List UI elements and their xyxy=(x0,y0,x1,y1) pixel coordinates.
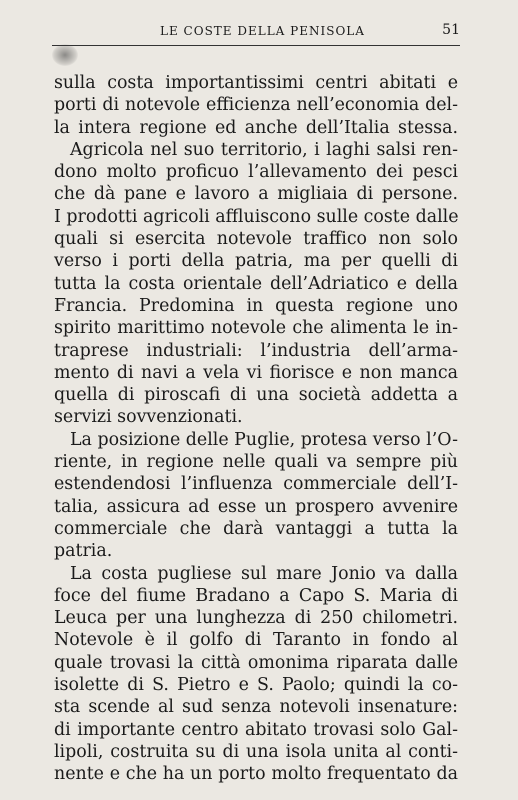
text-line: tutta la costa orientale dell’Adriatico e della xyxy=(54,273,458,294)
body-text xyxy=(54,72,458,786)
text-line: La posizione delle Puglie, protesa verso l’O- xyxy=(70,429,458,450)
text-line: commerciale che darà vantaggi a tutta la xyxy=(54,518,458,539)
text-line: Notevole è il golfo di Taranto in fondo al xyxy=(54,630,458,651)
text-line: Agricola nel suo territorio, i laghi salsi ren- xyxy=(70,139,458,160)
page-number: 51 xyxy=(442,22,460,38)
text-line: riente, in regione nelle quali va sempre più xyxy=(54,452,458,473)
text-line: Francia. Predomina in questa regione uno xyxy=(54,295,458,316)
text-line: La costa pugliese sul mare Jonio va dalla xyxy=(70,563,458,584)
text-line: porti di notevole efficienza nell’economia del- xyxy=(54,95,458,116)
text-line: quale trovasi la città omonima riparata dalle xyxy=(54,652,458,673)
text-line: verso i porti della patria, ma per quelli di xyxy=(54,251,458,272)
running-title: LE COSTE DELLA PENISOLA xyxy=(160,24,365,38)
text-line: la intera regione ed anche dell’Italia stessa. xyxy=(54,117,458,138)
text-line: sulla costa importantissimi centri abitati e xyxy=(54,73,458,93)
text-line: quali si esercita notevole traffico non solo xyxy=(54,229,458,250)
text-line: patria. xyxy=(54,541,113,562)
text-line: isolette di S. Pietro e S. Paolo; quindi la co- xyxy=(54,675,458,696)
text-line: lipoli, costruita su di una isola unita al conti- xyxy=(54,741,458,762)
text-line: servizi sovvenzionati. xyxy=(54,407,243,428)
text-line: sta scende al sud senza notevoli insenature: xyxy=(54,697,458,718)
page-header xyxy=(52,22,460,44)
header-rule xyxy=(52,45,460,46)
text-line: dono molto proficuo l’allevamento dei pesci xyxy=(54,162,458,183)
text-line: talia, assicura ad esse un prospero avvenire xyxy=(54,496,458,517)
ink-blot xyxy=(52,44,78,66)
text-line: di importante centro abitato trovasi solo Gal- xyxy=(54,719,458,740)
text-line: che dà pane e lavoro a migliaia di persone. xyxy=(54,184,458,205)
text-line: I prodotti agricoli affluiscono sulle coste dalle xyxy=(54,206,459,227)
text-line: spirito marittimo notevole che alimenta le in- xyxy=(54,318,458,339)
text-line: Leuca per una lunghezza di 250 chilometri. xyxy=(54,608,458,629)
text-line: foce del fiume Bradano a Capo S. Maria di xyxy=(54,585,458,606)
text-line: nente e che ha un porto molto frequentato da xyxy=(54,764,458,785)
text-line: quella di piroscafi di una società addetta a xyxy=(54,385,458,406)
text-line: traprese industriali: l’industria dell’arma- xyxy=(54,340,458,361)
text-line: estendendosi l’influenza commerciale dell’I- xyxy=(54,474,458,495)
text-line: mento di navi a vela vi fiorisce e non manca xyxy=(54,362,458,383)
